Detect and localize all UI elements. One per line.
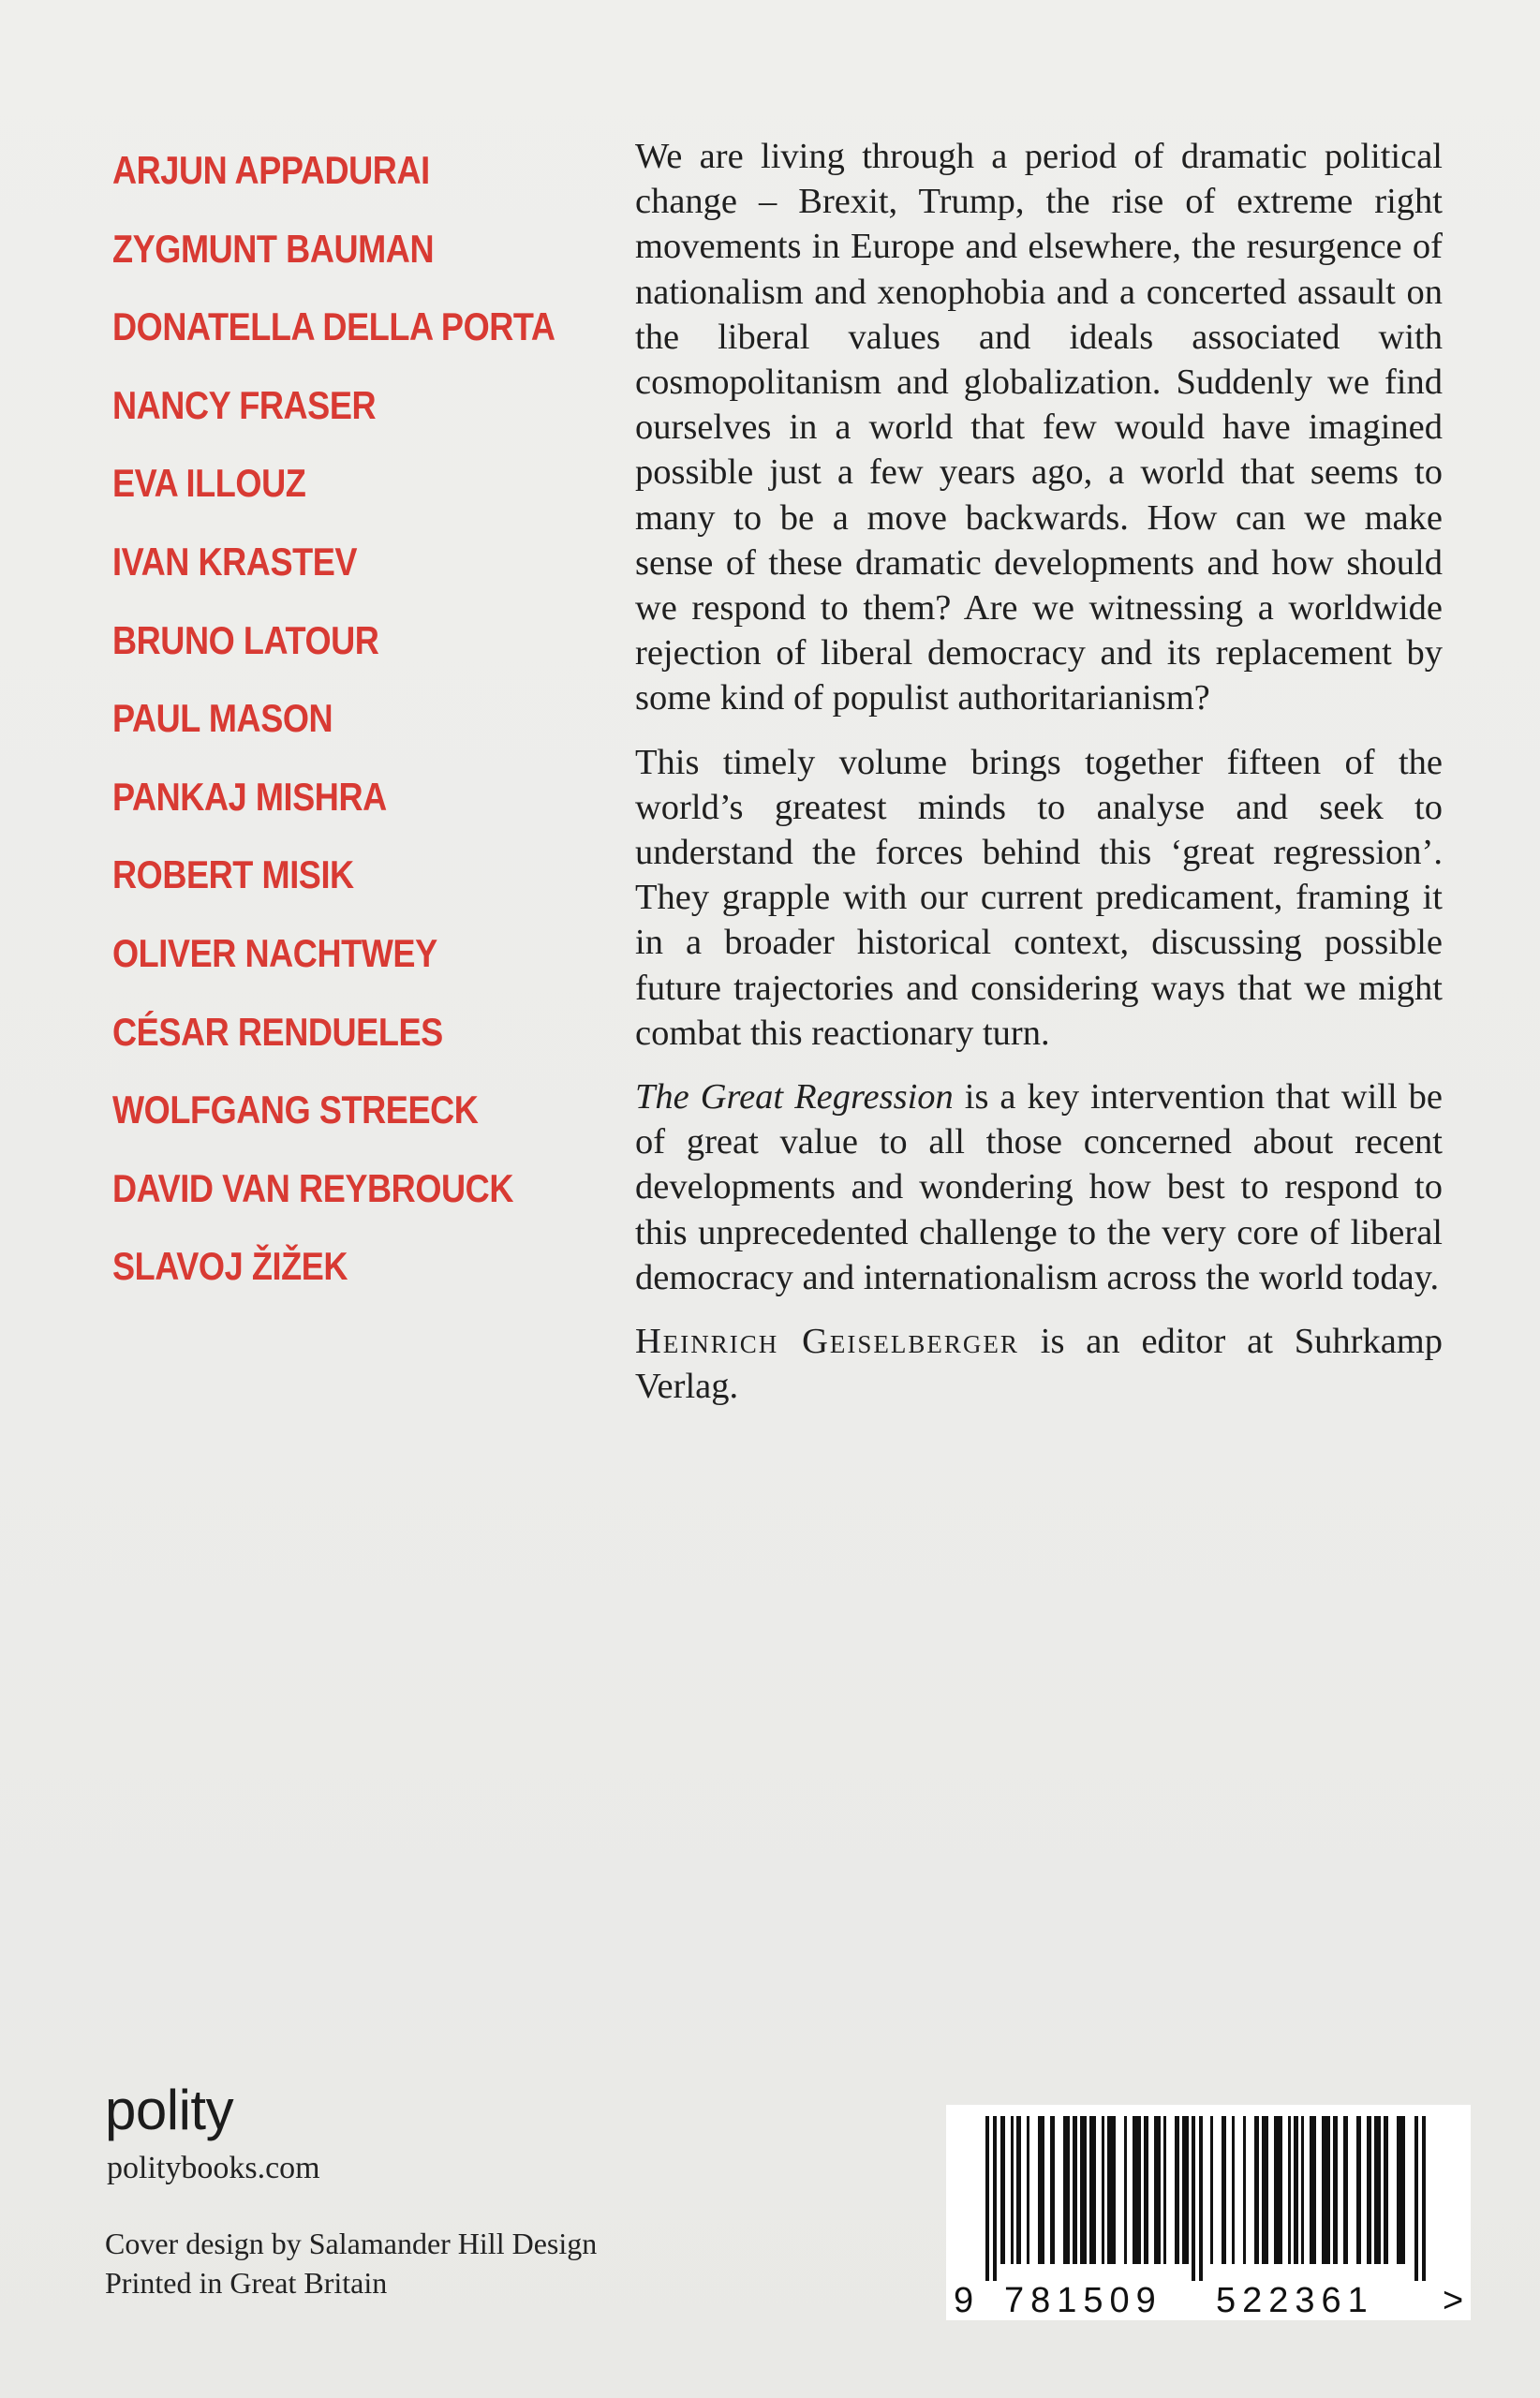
barcode-bar [1294,2116,1298,2264]
contributor-name: ARJUN APPADURAI [112,148,430,192]
barcode-bar [1301,2116,1304,2264]
barcode-bar [1414,2116,1418,2281]
barcode-bar [1374,2116,1381,2264]
contributor-list [112,131,637,1306]
blurb-paragraph-intro: We are living through a period of dramatic political change – Brexit, Trump, the rise of extreme right movements in Europe and elsewhere, the resurgence of nationalism and xenophobia and a concerted assault on the liberal values and ideals associated with cosmopolitanism and globalization. Suddenly we find ourselves in a world that few would have imagined possible just a few years ago, a world that seems to many to be a move backwards. How can we make sense of these dramatic developments and how should we respond to them? Are we witnessing a worldwide rejection of liberal democracy and its replacement by some kind of populist authoritarianism? [635,137,1443,718]
barcode-bar [1144,2116,1148,2264]
blurb-paragraph-volume: This timely volume brings together fifteen of the world’s greatest minds to analyse and seek to understand the forces behind this ‘great regression’. They grapple with our current predicament, framing it in a broader historical context, discussing possible future trajectories and considering ways that we might combat this reactionary turn. [635,742,1443,1053]
contributor-name: PANKAJ MISHRA [112,774,387,819]
barcode-bar [1367,2116,1371,2264]
contributor-name: EVA ILLOUZ [112,461,306,506]
contributor-name: BRUNO LATOUR [112,617,379,662]
contributor-name: ROBERT MISIK [112,852,354,897]
barcode-bar [1011,2116,1014,2264]
isbn-number [946,2281,1471,2324]
barcode-bars [974,2116,1443,2281]
printing-credit: Printed in Great Britain [105,2266,388,2300]
barcode-bar [1089,2116,1096,2264]
isbn-digit-group: 522361 [1216,2281,1374,2320]
isbn-digit-group: 781509 [1004,2281,1162,2320]
barcode-bar [1175,2116,1179,2264]
barcode-bar [1000,2116,1005,2264]
barcode-bar [1254,2116,1259,2264]
contributor-name: ZYGMUNT BAUMAN [112,226,435,271]
barcode-bar [985,2116,989,2281]
barcode-bar [1310,2116,1316,2264]
barcode-bar [1333,2116,1338,2264]
barcode-bar [1038,2116,1044,2264]
quiet-zone-marker: > [1443,2281,1471,2320]
barcode-bar [1027,2116,1029,2264]
isbn-prefix-digit: 9 [954,2281,981,2320]
barcode-bar [1124,2116,1127,2264]
contributor-name: NANCY FRASER [112,382,377,427]
blurb-text [635,134,1443,1428]
contributor-name: CÉSAR RENDUELES [112,1009,443,1054]
barcode-bar [1154,2116,1161,2264]
barcode-bar [1182,2116,1189,2264]
cover-design-credit: Cover design by Salamander Hill Design [105,2227,598,2260]
barcode-bar [1107,2116,1116,2264]
barcode-bar [1397,2116,1405,2264]
barcode-bar [1102,2116,1104,2264]
barcode-bar [1063,2116,1070,2264]
contributor-name: SLAVOJ ŽIŽEK [112,1244,348,1289]
barcode-bar [1210,2116,1213,2264]
contributor-name: DAVID VAN REYBROUCK [112,1165,513,1210]
barcode-bar [1073,2116,1077,2264]
editor-bio-text: is an editor at Suhrkamp Verlag. [635,1322,1444,1407]
barcode-bar [1232,2116,1235,2264]
barcode-bar [1050,2116,1055,2264]
book-title: The Great Regression [635,1077,954,1118]
editor-bio [635,1319,1443,1409]
contributor-name: WOLFGANG STREECK [112,1088,479,1132]
barcode-bar [1384,2116,1388,2264]
barcode-bar [1080,2116,1087,2264]
barcode-bar [1133,2116,1141,2264]
blurb-paragraph-significance [635,1074,1443,1300]
significance-text: is a key intervention that will be of great value to all those concerned about recent developments and wondering how best to respond to this unprecedented challenge to the very core of liberal democracy and internationalism across the world today. [635,1077,1443,1297]
barcode-bar [1163,2116,1166,2264]
barcode-bar [1343,2116,1348,2264]
barcode-bar [1192,2116,1195,2281]
credits [105,2224,597,2302]
isbn-barcode [946,2105,1471,2320]
contributor-name: PAUL MASON [112,696,333,741]
barcode-bar [1016,2116,1021,2264]
barcode-bar [1262,2116,1268,2264]
publisher-logo: polity [105,2079,234,2141]
barcode-bar [1222,2116,1226,2264]
contributor-name: IVAN KRASTEV [112,539,358,584]
barcode-bar [1274,2116,1282,2264]
barcode-bar [993,2116,997,2281]
barcode-bar [1243,2116,1246,2264]
contributor-name: OLIVER NACHTWEY [112,930,437,975]
barcode-bar [1422,2116,1426,2281]
contributor-name: DONATELLA DELLA PORTA [112,304,555,349]
barcode-bar [1356,2116,1361,2264]
editor-name: Heinrich Geiselberger [635,1322,1019,1362]
publisher-website: politybooks.com [107,2151,320,2185]
barcode-bar [1199,2116,1203,2281]
barcode-bar [1322,2116,1330,2264]
barcode-bar [1288,2116,1291,2264]
